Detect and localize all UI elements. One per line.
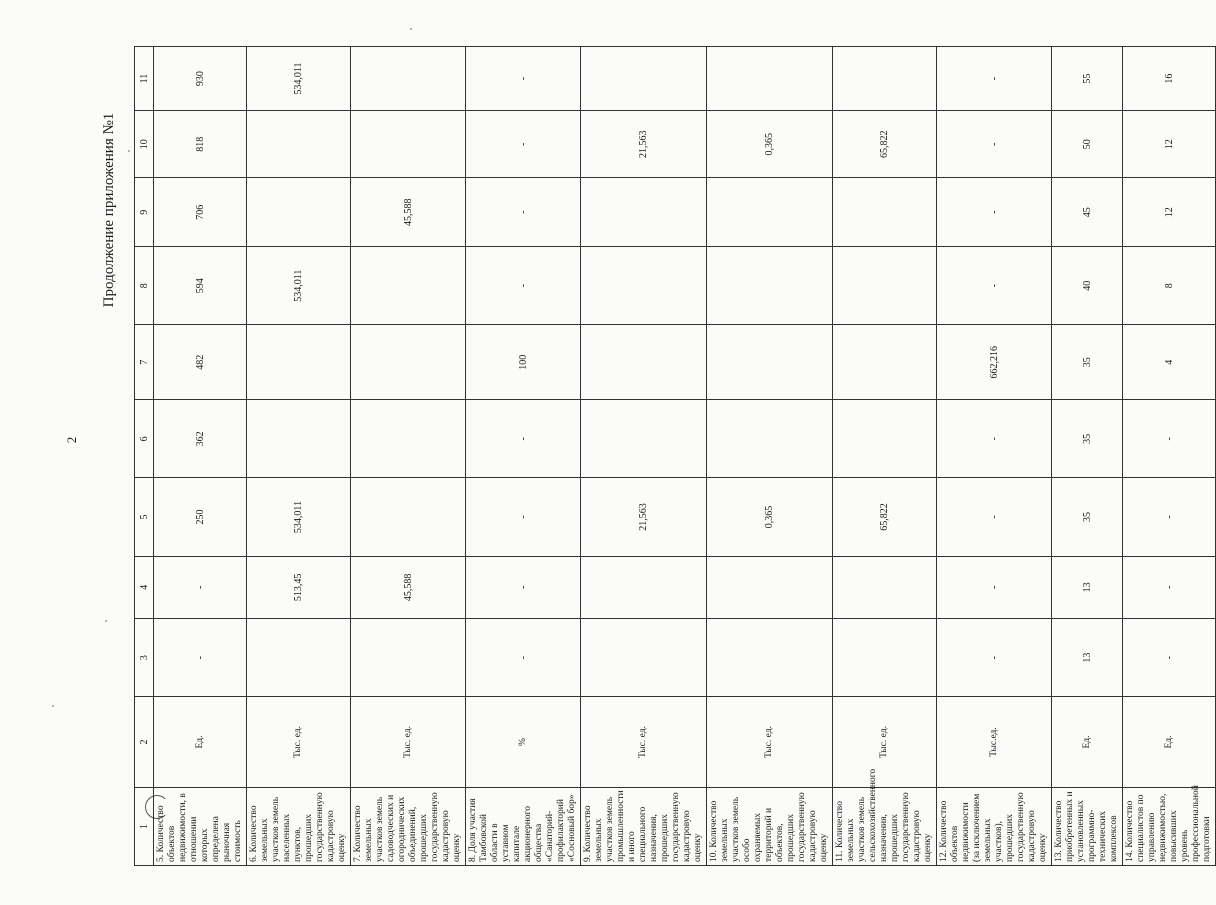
- indicator-value: 534,011: [247, 47, 351, 111]
- indicator-value: -: [1123, 556, 1216, 619]
- indicator-value: 534,011: [247, 478, 351, 556]
- table-row: [1052, 47, 1123, 866]
- indicator-value: [707, 247, 833, 325]
- indicator-value: -: [937, 478, 1052, 556]
- indicator-value: -: [937, 556, 1052, 619]
- indicator-value: [833, 47, 937, 111]
- table-body: [154, 47, 1216, 866]
- scan-speck: [128, 150, 130, 152]
- indicator-value: [833, 178, 937, 247]
- scan-speck: [410, 28, 412, 30]
- indicator-value: [707, 325, 833, 400]
- indicator-value: -: [466, 478, 581, 556]
- indicator-unit: Тыс. ед.: [707, 697, 833, 788]
- indicator-value: [581, 325, 707, 400]
- indicator-value: 21,563: [581, 111, 707, 178]
- indicator-value: [351, 325, 466, 400]
- indicator-unit: %: [466, 697, 581, 788]
- indicator-value: 818: [154, 111, 247, 178]
- indicator-value: [707, 556, 833, 619]
- indicator-name: 9. Количество земельных участков земель промышленности и иного специального назначения, прошедших государственную кадастровую оценку: [581, 787, 707, 865]
- column-header-1: 1: [135, 787, 154, 865]
- indicator-value: [581, 619, 707, 697]
- table-row: [247, 47, 351, 866]
- indicator-value: 40: [1052, 247, 1123, 325]
- indicator-unit: Тыс. ед.: [247, 697, 351, 788]
- column-header-4: 4: [135, 556, 154, 619]
- indicator-value: 534,011: [247, 247, 351, 325]
- indicator-value: [581, 247, 707, 325]
- indicator-name: 12. Количество объектов недвижимости (за исключением земельных участков), прошедших государственную кадастровую оценку: [937, 787, 1052, 865]
- indicator-value: 362: [154, 400, 247, 478]
- indicator-value: [707, 619, 833, 697]
- column-header-2: 2: [135, 697, 154, 788]
- indicator-value: [351, 247, 466, 325]
- indicator-value: -: [1123, 400, 1216, 478]
- column-header-3: 3: [135, 619, 154, 697]
- indicator-value: [833, 619, 937, 697]
- indicator-value: 65,822: [833, 478, 937, 556]
- indicator-unit: Тыс. ед.: [351, 697, 466, 788]
- indicator-value: -: [466, 178, 581, 247]
- indicators-table: [134, 46, 1216, 866]
- indicator-value: [247, 400, 351, 478]
- indicator-value: -: [937, 619, 1052, 697]
- indicator-unit: Ед.: [1123, 697, 1216, 788]
- indicator-value: 13: [1052, 556, 1123, 619]
- indicator-value: 482: [154, 325, 247, 400]
- page-subtitle: Продолжение приложения №1: [101, 112, 117, 308]
- indicator-value: [351, 47, 466, 111]
- indicator-value: 513,45: [247, 556, 351, 619]
- table-row: [351, 47, 466, 866]
- indicator-value: 55: [1052, 47, 1123, 111]
- indicator-value: [581, 47, 707, 111]
- indicator-value: -: [154, 619, 247, 697]
- column-header-6: 6: [135, 400, 154, 478]
- table-row: [937, 47, 1052, 866]
- column-header-5: 5: [135, 478, 154, 556]
- indicator-value: -: [937, 178, 1052, 247]
- indicator-value: -: [937, 247, 1052, 325]
- indicator-value: [581, 178, 707, 247]
- indicator-value: 8: [1123, 247, 1216, 325]
- indicator-value: 50: [1052, 111, 1123, 178]
- table-row: [1123, 47, 1216, 866]
- indicator-value: [351, 619, 466, 697]
- indicator-value: [833, 325, 937, 400]
- indicator-value: 45: [1052, 178, 1123, 247]
- indicator-unit: Ед.: [1052, 697, 1123, 788]
- scan-speck: [52, 705, 54, 707]
- indicator-value: -: [466, 556, 581, 619]
- indicator-value: 250: [154, 478, 247, 556]
- indicator-name: 11. Количество земельных участков земель сельскохозяйственного назначения, прошедших государственную кадастровую оценку: [833, 787, 937, 865]
- indicator-value: 0,365: [707, 111, 833, 178]
- indicator-value: 594: [154, 247, 247, 325]
- indicator-value: [581, 556, 707, 619]
- indicator-value: [833, 400, 937, 478]
- indicator-value: 12: [1123, 178, 1216, 247]
- column-header-10: 10: [135, 111, 154, 178]
- rotated-table-container: [134, 46, 1212, 866]
- indicator-value: 45,588: [351, 178, 466, 247]
- table-row: [581, 47, 707, 866]
- indicator-value: [581, 400, 707, 478]
- indicator-value: 35: [1052, 478, 1123, 556]
- indicator-value: -: [1123, 619, 1216, 697]
- indicator-value: -: [154, 556, 247, 619]
- header-row: [135, 47, 154, 866]
- indicator-value: [247, 178, 351, 247]
- indicator-value: 21,563: [581, 478, 707, 556]
- indicator-value: -: [466, 619, 581, 697]
- page-number: 2: [64, 436, 79, 444]
- indicator-value: 13: [1052, 619, 1123, 697]
- indicator-unit: Ед.: [154, 697, 247, 788]
- indicator-value: [351, 111, 466, 178]
- indicator-value: -: [937, 111, 1052, 178]
- table-row: [154, 47, 247, 866]
- column-header-7: 7: [135, 325, 154, 400]
- scan-speck: [105, 620, 107, 622]
- indicator-value: 662,216: [937, 325, 1052, 400]
- indicator-value: [707, 400, 833, 478]
- indicator-unit: Тыс. ед.: [833, 697, 937, 788]
- column-header-9: 9: [135, 178, 154, 247]
- indicator-value: 4: [1123, 325, 1216, 400]
- indicator-value: 100: [466, 325, 581, 400]
- indicator-value: 12: [1123, 111, 1216, 178]
- indicator-value: 16: [1123, 47, 1216, 111]
- indicator-value: [351, 478, 466, 556]
- indicator-value: 35: [1052, 400, 1123, 478]
- indicator-value: -: [937, 47, 1052, 111]
- indicator-value: [351, 400, 466, 478]
- indicator-value: [247, 619, 351, 697]
- indicator-name: 5. Количество объектов недвижимости, в отношении которых определена рыночная стоимость: [154, 787, 247, 865]
- indicator-name: 6. Количество земельных участков земель населенных пунктов, прошедших государственную кадастровую оценку: [247, 787, 351, 865]
- indicator-value: 65,822: [833, 111, 937, 178]
- indicator-name: 13. Количество приобретенных и установленных программно-технических комплексов: [1052, 787, 1123, 865]
- table-row: [466, 47, 581, 866]
- column-header-11: 11: [135, 47, 154, 111]
- indicator-value: -: [466, 247, 581, 325]
- table-row: [833, 47, 937, 866]
- indicator-name: 14. Количество специалистов по управлению недвижимостью, повысивших уровень профессиональной подготовки: [1123, 787, 1216, 865]
- indicator-value: 930: [154, 47, 247, 111]
- indicator-value: -: [466, 111, 581, 178]
- indicator-value: [833, 556, 937, 619]
- indicator-unit: Тыс. ед.: [581, 697, 707, 788]
- column-header-8: 8: [135, 247, 154, 325]
- indicator-value: [833, 247, 937, 325]
- table-row: [707, 47, 833, 866]
- indicator-name: 7. Количество земельных участков земель садоводческих и огороднических объединений, прошедших государственную кадастровую оценку: [351, 787, 466, 865]
- indicator-value: [247, 325, 351, 400]
- indicator-value: -: [937, 400, 1052, 478]
- indicator-value: 35: [1052, 325, 1123, 400]
- indicator-value: [707, 178, 833, 247]
- indicator-unit: Тыс.ед.: [937, 697, 1052, 788]
- indicator-value: -: [466, 47, 581, 111]
- indicator-value: -: [466, 400, 581, 478]
- indicator-value: [247, 111, 351, 178]
- indicator-name: 10. Количество земельных участков земель особо охраняемых территорий и объектов, прошедших государственную кадастровую оценку: [707, 787, 833, 865]
- indicator-name: 8. Доля участия Тамбовской области в уставном капитале акционерного общества «Санаторий-профилакторий «Сосновый бор»: [466, 787, 581, 865]
- indicator-value: 45,588: [351, 556, 466, 619]
- indicator-value: 706: [154, 178, 247, 247]
- indicator-value: 0,365: [707, 478, 833, 556]
- indicator-value: [707, 47, 833, 111]
- indicator-value: -: [1123, 478, 1216, 556]
